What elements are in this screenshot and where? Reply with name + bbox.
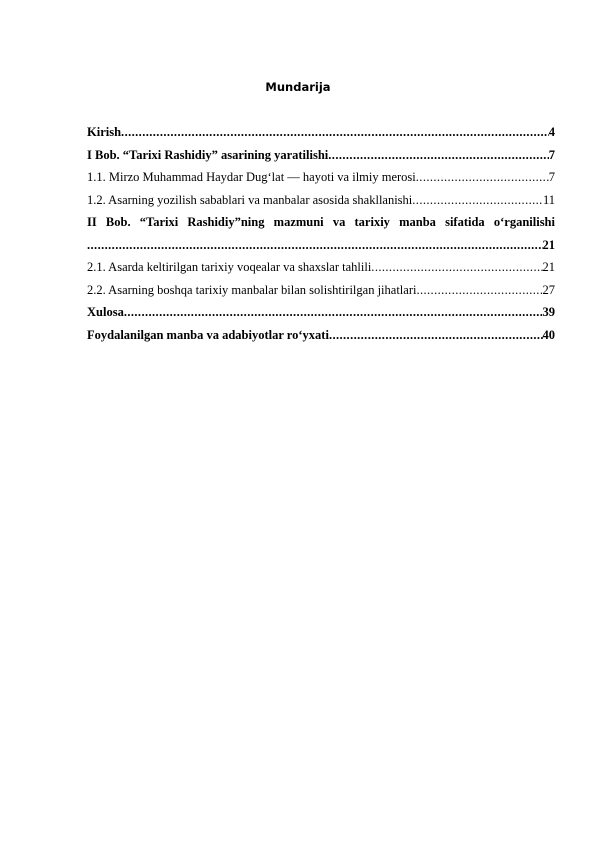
toc-dot-leader	[328, 144, 548, 167]
toc-entry-label: 2.1. Asarda keltirilgan tarixiy voqealar va shaxslar tahlili	[87, 260, 372, 274]
toc-entry-section-1-2[interactable]	[87, 189, 555, 212]
toc-entry-page: 39	[542, 305, 555, 319]
toc-entry-xulosa[interactable]	[87, 301, 555, 324]
toc-title: Mundarija	[265, 80, 331, 94]
toc-entry-page: 7	[548, 170, 555, 184]
table-of-contents	[87, 121, 555, 346]
toc-entry-page: 11	[542, 192, 555, 207]
toc-dot-leader	[371, 256, 542, 279]
toc-entry-label: Xulosa	[87, 305, 124, 319]
toc-dot-leader	[412, 189, 543, 212]
toc-entry-page: 21	[542, 237, 555, 252]
toc-entry-label: II Bob. “Tarixi Rashidiy”ning mazmuni va tarixiy manba sifatida o‘rganilishi	[87, 215, 555, 229]
toc-entry-label: Kirish	[87, 125, 122, 139]
toc-entry-label: 2.2. Asarning boshqa tarixiy manbalar bilan solishtirilgan jihatlari	[87, 282, 417, 297]
toc-entry-page: 4	[548, 125, 555, 139]
toc-dot-leader	[329, 324, 543, 347]
toc-entry-label: 1.1. Mirzo Muhammad Haydar Dug‘lat — hayoti va ilmiy merosi	[87, 170, 416, 184]
toc-entry-label: 1.2. Asarning yozilish sabablari va manbalar asosida shakllanishi	[87, 192, 413, 207]
toc-entry-section-1-1[interactable]	[87, 166, 555, 189]
toc-entry-label: Foydalanilgan manba va adabiyotlar ro‘yxati	[87, 327, 329, 342]
toc-entry-section-2-2[interactable]	[87, 279, 555, 302]
toc-entry-section-2-1[interactable]	[87, 256, 555, 279]
toc-entry-page: 21	[542, 260, 555, 274]
toc-entry-kirish[interactable]	[87, 121, 555, 144]
toc-entry-page: 7	[548, 147, 555, 162]
toc-entry-chapter-2-line-2[interactable]	[87, 234, 555, 257]
toc-dot-leader	[124, 301, 543, 324]
toc-entry-references[interactable]	[87, 324, 555, 347]
toc-entry-chapter-1[interactable]	[87, 144, 555, 167]
toc-dot-leader	[416, 279, 542, 302]
toc-dot-leader	[121, 121, 549, 144]
toc-entry-chapter-2-line-1[interactable]	[87, 211, 555, 234]
toc-entry-label: I Bob. “Tarixi Rashidiy” asarining yaratilishi	[87, 147, 329, 162]
toc-entry-page: 27	[542, 282, 555, 297]
toc-dot-leader	[416, 166, 549, 189]
toc-dot-leader	[87, 234, 543, 257]
toc-entry-page: 40	[542, 327, 555, 342]
